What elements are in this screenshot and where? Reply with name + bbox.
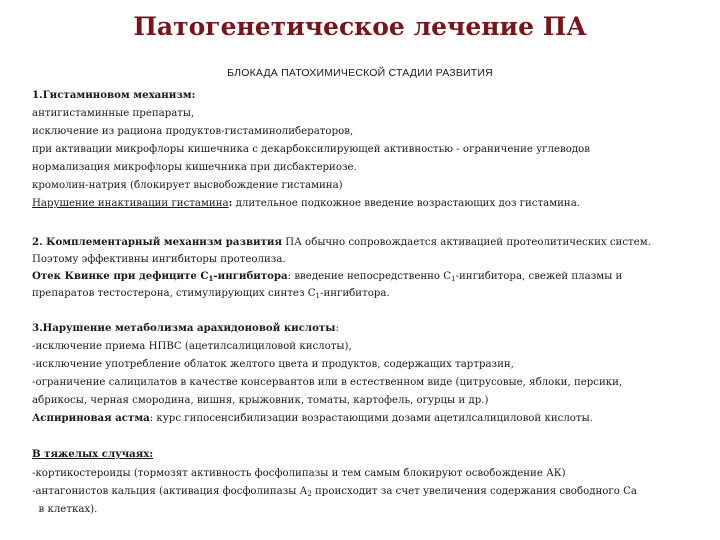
s1-line-2: исключение из рациона продуктов-гистаминолибераторов, [32,126,354,137]
s2-line-3-text-2: -ингибитора, свежей плазмы и [455,271,623,282]
s3-line-1: -исключение приема НПВС (ацетилсалициловой кислоты), [32,341,352,352]
s3-line-5 [32,412,593,425]
s2-line-3-sub-1: 1 [208,274,214,283]
slide-title: Патогенетическое лечение ПА [133,12,587,41]
s1-heading: 1.Гистаминовом механизм: [32,89,196,101]
s2-line-3 [32,270,622,283]
s2-line-3-text-1: : введение непосредственно С [287,271,452,282]
s2-line-4 [32,287,390,300]
s1-line-6-underlined: Нарушение инактивации гистамина [32,198,229,209]
s3-heading-colon: : [335,323,339,334]
s1-line-6-colon: : [228,197,233,209]
s3-line-3: -ограничение салицилатов в качестве консервантов или в естественном виде (цитрусовые, яблоки, персики, [32,377,623,388]
s3-heading-line [32,322,339,335]
s2-line-4-sub: 1 [315,292,320,300]
s1-line-1: антигистаминные препараты, [32,108,195,119]
s2-line-3-bold-1: Отек Квинке при дефиците С [32,270,209,282]
s4-line-2-sub: 2 [307,490,312,498]
s2-line-4-text-1: препаратов тестостерона, стимулирующих синтез С [32,288,316,299]
s2-line-3-sub-2: 1 [451,275,456,283]
s4-line-2-text-2: происходит за счет увеличения содержания свободного Са [311,486,637,497]
s3-line-5-bold: Аспириновая астма [32,412,150,424]
s4-line-2-text-1: -антагонистов кальция (активация фосфолипазы А [32,486,308,497]
s3-line-2: -исключение употребление облаток желтого цвета и продуктов, содержащих тартразин, [32,359,514,370]
s1-line-3: при активации микрофлоры кишечника с декарбоксилирующей активностью - ограничение углеводов [32,144,591,155]
s4-heading: В тяжелых случаях: [32,448,154,460]
s1-line-6-rest: длительное подкожное введение возрастающих доз гистамина. [232,198,581,209]
s4-line-2 [32,485,637,498]
section-subtitle: БЛОКАДА ПАТОХИМИЧЕСКОЙ СТАДИИ РАЗВИТИЯ [227,67,493,79]
s2-line-1-rest: ПА обычно сопровождается активацией протеолитических систем. [281,237,651,248]
s3-line-5-rest: : курс гипосенсибилизации возрастающими дозами ацетилсалициловой кислоты. [149,413,593,424]
s1-line-5: кромолин-натрия (блокирует высвобождение гистамина) [32,180,343,191]
s1-line-6 [32,197,580,210]
s2-line-2: Поэтому эффективны ингибиторы протеолиза. [32,254,286,265]
s4-line-1: -кортикостероиды (тормозят активность фосфолипазы и тем самым блокируют освобождение АК) [32,468,566,479]
s1-line-4: нормализация микрофлоры кишечника при дисбактериозе. [32,162,357,173]
s2-line-1 [32,236,651,249]
s3-heading: 3.Нарушение метаболизма арахидоновой кислоты [32,322,336,334]
s2-line-4-text-2: -ингибитора. [320,288,390,299]
s2-heading: 2. Комплементарный механизм развития [32,236,282,248]
s3-line-4: абрикосы, черная смородина, вишня, крыжовник, томаты, картофель, огурцы и др.) [32,395,489,406]
s4-line-3: в клетках). [32,504,98,515]
s2-line-3-bold-2: -ингибитора [213,270,288,282]
